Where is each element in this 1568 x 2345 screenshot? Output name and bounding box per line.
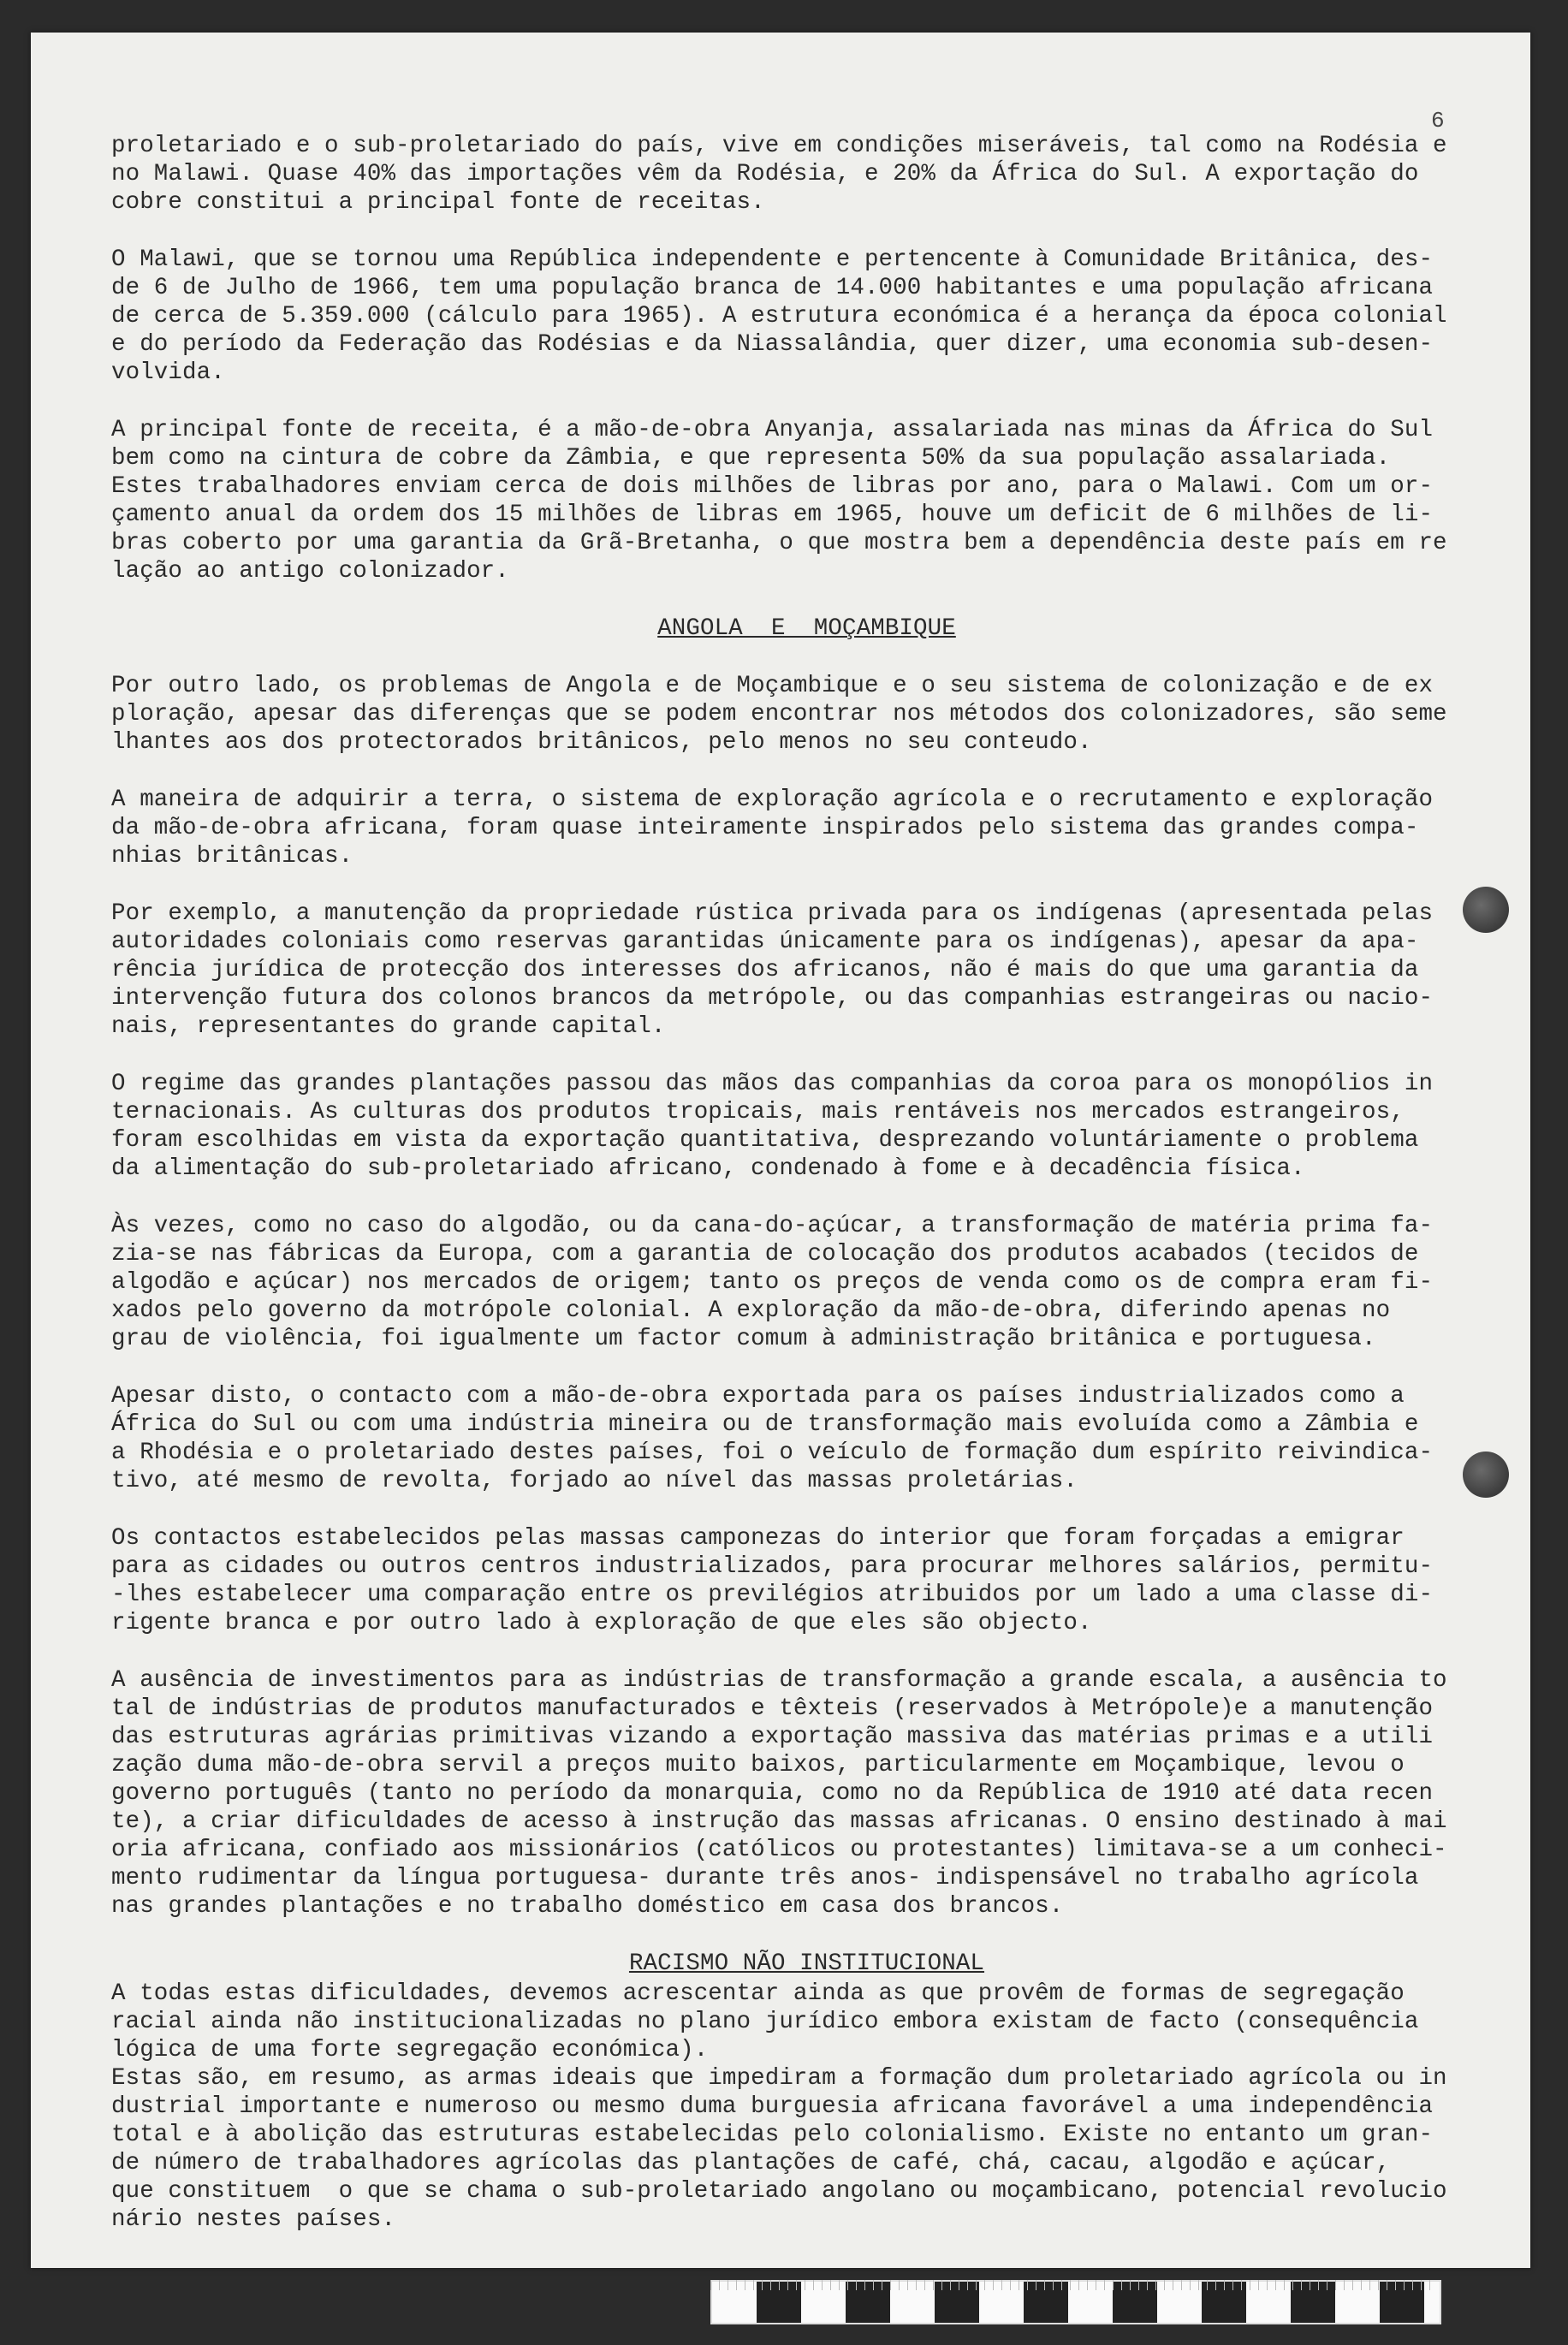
text-line: rigente branca e por outro lado à exploração de que eles são objecto. [111,1610,1092,1636]
text-line: xados pelo governo da motrópole colonial. A exploração da mão-de-obra, diferindo apenas no [111,1297,1391,1324]
text-line: total e à abolição das estruturas estabelecidas pelo colonialismo. Existe no entanto um gran- [111,2122,1434,2148]
text-line: -lhes estabelecer uma comparação entre os previlégios atribuidos por um lado a uma classe di- [111,1582,1434,1608]
paragraph [111,132,1502,217]
text-line: a Rhodésia e o proletariado destes países, foi o veículo de formação dum espírito reivindica- [111,1440,1434,1466]
text-line: das estruturas agrárias primitivas vizando a exportação massiva das matérias primas e a utili [111,1724,1434,1750]
text-line: África do Sul ou com uma indústria mineira ou de transformação mais evoluída como a Zâmbia e [111,1411,1419,1438]
document-body [111,132,1502,2263]
text-line: nais, representantes do grande capital. [111,1013,666,1040]
text-line: Estas são, em resumo, as armas ideais que impediram a formação dum proletariado agrícola ou in [111,2065,1447,2092]
text-line: grau de violência, foi igualmente um factor comum à administração britânica e portuguesa. [111,1326,1376,1352]
text-line: Por outro lado, os problemas de Angola e de Moçambique e o seu sistema de colonização e de ex [111,673,1434,699]
text-line: çamento anual da ordem dos 15 milhões de libras em 1965, houve um deficit de 6 milhões de li- [111,502,1434,528]
paragraph [111,1666,1502,1921]
text-line: A principal fonte de receita, é a mão-de-obra Anyanja, assalariada nas minas da África do Sul [111,417,1434,443]
text-line: bem como na cintura de cobre da Zâmbia, e que representa 50% da sua população assalariada. [111,445,1391,472]
paragraph [111,786,1502,870]
paragraph [111,1524,1502,1637]
text-line: rência jurídica de protecção dos interesses dos africanos, não é mais do que uma garantia da [111,957,1419,983]
paragraph [111,1070,1502,1183]
text-line: ternacionais. As culturas dos produtos tropicais, mais rentáveis nos mercados estrangeiros, [111,1099,1405,1125]
text-line: nhias britânicas. [111,843,353,870]
text-line: A todas estas dificuldades, devemos acrescentar ainda as que provêm de formas de segregação [111,1980,1405,2007]
section-heading: ANGOLA E MOÇAMBIQUE [657,615,956,642]
text-line: O Malawi, que se tornou uma República independente e pertencente à Comunidade Britânica, des- [111,246,1434,273]
text-line: bras coberto por uma garantia da Grã-Bretanha, o que mostra bem a dependência deste país em re [111,530,1447,556]
text-line: te), a criar dificuldades de acesso à instrução das massas africanas. O ensino destinado à mai [111,1808,1447,1835]
text-line: que constituem o que se chama o sub-proletariado angolano ou moçambicano, potencial revolucio [111,2178,1447,2205]
text-line: governo português (tanto no período da monarquia, como no da República de 1910 até data recen [111,1780,1434,1807]
punch-hole-bottom [1463,1452,1509,1498]
text-line: Às vezes, como no caso do algodão, ou da cana-do-açúcar, a transformação de matéria prima fa- [111,1213,1434,1239]
text-line: autoridades coloniais como reservas garantidas únicamente para os indígenas), apesar da apa- [111,929,1419,955]
paragraph [111,1382,1502,1495]
text-line: de 6 de Julho de 1966, tem uma população branca de 14.000 habitantes e uma população africana [111,275,1434,301]
text-line: intervenção futura dos colonos brancos da metrópole, ou das companhias estrangeiras ou nacio- [111,985,1434,1012]
text-line: zia-se nas fábricas da Europa, com a garantia de colocação dos produtos acabados (tecidos de [111,1241,1419,1267]
text-line: Os contactos estabelecidos pelas massas camponezas do interior que foram forçadas a emigrar [111,1525,1405,1552]
text-line: tivo, até mesmo de revolta, forjado ao nível das massas proletárias. [111,1468,1078,1494]
paragraph [111,672,1502,757]
text-line: de número de trabalhadores agrícolas das plantações de café, chá, cacau, algodão e açúcar, [111,2150,1391,2176]
paragraph [111,1980,1502,2234]
text-line: de cerca de 5.359.000 (cálculo para 1965). A estrutura económica é a herança da época colonial [111,303,1447,329]
paragraph [111,416,1502,585]
section-heading: RACISMO NÃO INSTITUCIONAL [628,1950,985,1977]
text-line: racial ainda não institucionalizadas no plano jurídico embora existam de facto (consequência [111,2009,1419,2035]
text-line: no Malawi. Quase 40% das importações vêm da Rodésia, e 20% da África do Sul. A exportação do [111,161,1419,187]
text-line: mento rudimentar da língua portuguesa- durante três anos- indispensável no trabalho agrícola [111,1865,1419,1891]
text-line: Apesar disto, o contacto com a mão-de-obra exportada para os países industrializados como a [111,1383,1405,1410]
paragraph [111,899,1502,1041]
paragraph [111,1212,1502,1353]
text-line: O regime das grandes plantações passou das mãos das companhias da coroa para os monopólios in [111,1071,1434,1097]
text-line: tal de indústrias de produtos manufacturados e têxteis (reservados à Metrópole)e a manutenção [111,1695,1434,1722]
text-line: dustrial importante e numeroso ou mesmo duma burguesia africana favorável a uma independência [111,2093,1434,2120]
text-line: volvida. [111,359,225,386]
text-line: oria africana, confiado aos missionários (católicos ou protestantes) limitava-se a um conheci- [111,1837,1447,1863]
page-number: 6 [1431,108,1445,134]
text-line: da mão-de-obra africana, foram quase inteiramente inspirados pelo sistema das grandes compa- [111,815,1419,841]
punch-hole-top [1463,887,1509,933]
scale-ruler-ticks [710,2280,1438,2290]
text-line: lógica de uma forte segregação económica). [111,2037,709,2063]
text-line: zação duma mão-de-obra servil a preços muito baixos, particularmente em Moçambique, levou o [111,1752,1405,1778]
text-line: Por exemplo, a manutenção da propriedade rústica privada para os indígenas (apresentada pelas [111,900,1434,927]
text-line: da alimentação do sub-proletariado africano, condenado à fome e à decadência física. [111,1155,1305,1182]
text-line: nário nestes países. [111,2206,396,2233]
text-line: A ausência de investimentos para as indústrias de transformação a grande escala, a ausência to [111,1667,1447,1694]
text-line: lhantes aos dos protectorados britânicos, pelo menos no seu conteudo. [111,729,1092,756]
text-line: ploração, apesar das diferenças que se podem encontrar nos métodos dos colonizadores, são seme [111,701,1447,727]
text-line: foram escolhidas em vista da exportação quantitativa, desprezando voluntáriamente o problema [111,1127,1419,1154]
text-line: algodão e açúcar) nos mercados de origem; tanto os preços de venda como os de compra eram fi- [111,1269,1434,1296]
document-page [31,33,1530,2268]
text-line: Estes trabalhadores enviam cerca de dois milhões de libras por ano, para o Malawi. Com um or- [111,473,1434,500]
text-line: para as cidades ou outros centros industrializados, para procurar melhores salários, permitu- [111,1553,1434,1580]
text-line: cobre constitui a principal fonte de receitas. [111,189,765,216]
text-line: e do período da Federação das Rodésias e da Niassalândia, quer dizer, uma economia sub-desen- [111,331,1434,358]
text-line: lação ao antigo colonizador. [111,558,509,585]
text-line: A maneira de adquirir a terra, o sistema de exploração agrícola e o recrutamento e exploração [111,787,1434,813]
text-line: proletariado e o sub-proletariado do país, vive em condições miseráveis, tal como na Rodésia e [111,133,1447,159]
paragraph [111,246,1502,387]
text-line: nas grandes plantações e no trabalho doméstico em casa dos brancos. [111,1893,1064,1920]
